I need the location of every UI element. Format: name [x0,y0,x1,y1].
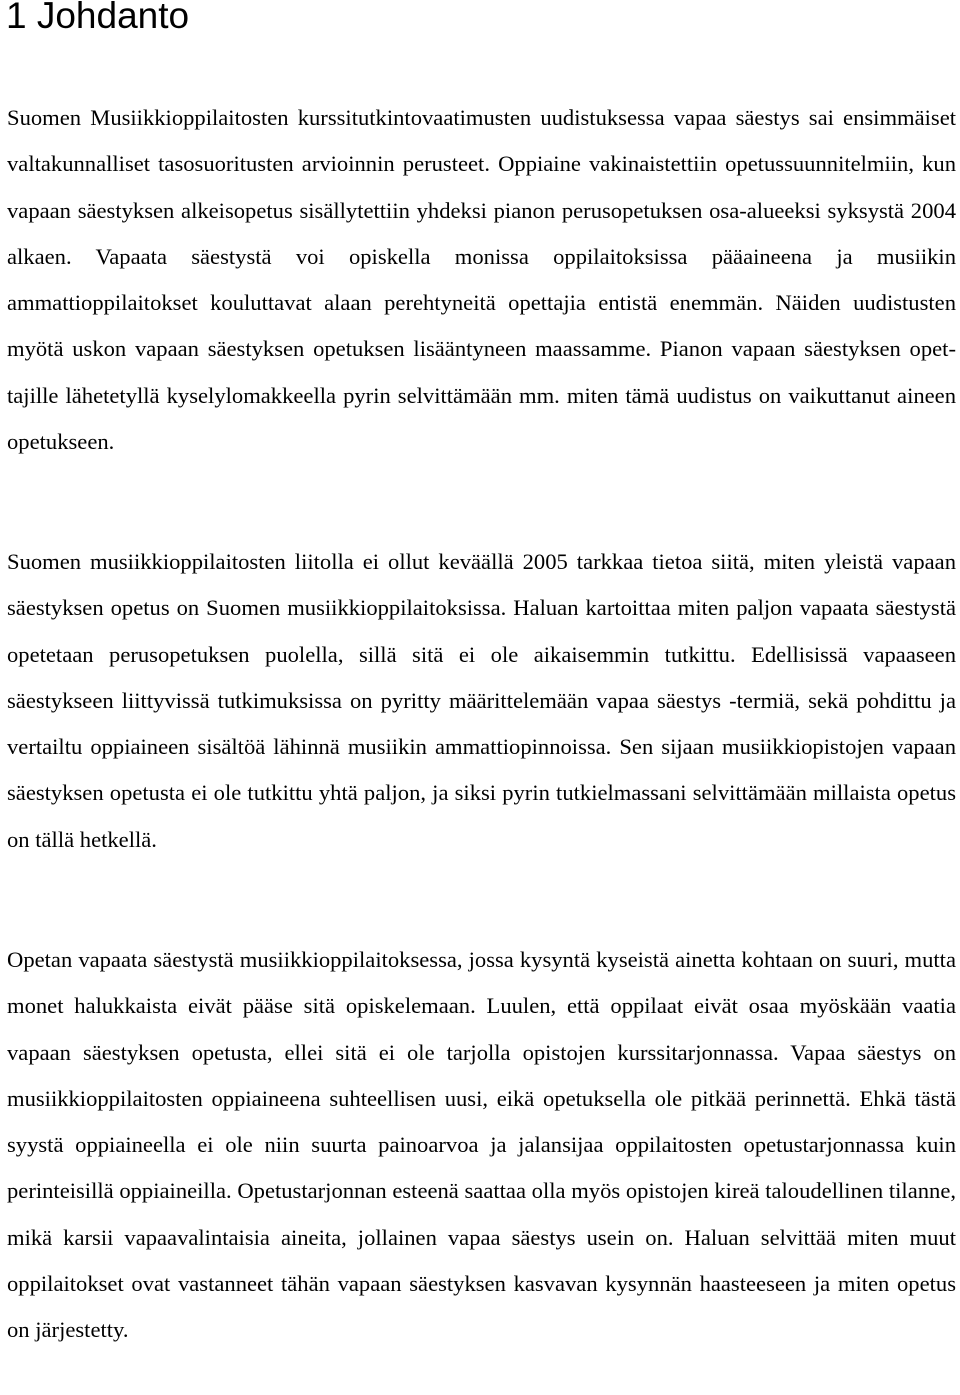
paragraph-2: Suomen musiikkioppilaitosten liitolla ei ollut keväällä 2005 tarkkaa tietoa siitä, miten yleistä vapaan säestyksen opetus on Suomen musiikkioppilaitoksissa. Haluan kartoittaa miten paljon vapaata säestystä opetetaan perusopetuksen puolella, sillä sitä ei ole aikaisemmin tutkittu. Edellisissä vapaaseen säestykseen liittyvissä tutkimuksissa on pyritty määrittelemään vapaa säestys -termiä, sekä pohdittu ja vertailtu oppiaineen sisältöä lähinnä musiikin ammattiopinnoissa. Sen sijaan musiikkiopistojen vapaan säestyksen opetusta ei ole tutkittu yhtä paljon, ja siksi pyrin tutkielmassani selvittämään millaista opetus on tällä hetkellä. [7,549,956,852]
paragraph-3: Opetan vapaata säestystä musiikkioppilaitoksessa, jossa kysyntä kyseistä ainetta kohtaan on suuri, mutta monet halukkaista eivät pääse sitä opiskelemaan. Luulen, että oppilaat eivät osaa myöskään vaatia vapaan säestyksen opetusta, ellei sitä ei ole tarjolla opistojen kurssitarjonnassa. Vapaa säestys on musiikkioppilaitosten oppiaineena suhteellisen uusi, eikä opetuksella ole pitkää perinnettä. Ehkä tästä syystä oppiaineella ei ole niin suurta painoarvoa ja jalansijaa oppilaitosten opetustarjonnassa kuin perinteisillä oppiaineilla. Opetustarjonnan esteenä saattaa olla myös opistojen kireä taloudellinen tilanne, mikä karsii vapaavalintaisia aineita, jollainen vapaa säestys usein on. Haluan selvittää miten muut oppilaitokset ovat vastanneet tähän vapaan säestyksen kasvavan kysynnän haasteeseen ja miten opetus on järjestetty. [7,947,956,1343]
paragraph-1: Suomen Musiikkioppilaitosten kurssitutkintovaatimusten uudistuksessa vapaa säestys sai ensimmäiset valtakunnalliset tasosuoritusten arvioinnin perusteet. Oppiaine vakinaistettiin opetussuunnitelmiin, kun vapaan säestyksen alkeisopetus sisällytettiin yhdeksi pianon perusopetuksen osa-alueeksi syksystä 2004 alkaen. Vapaata säestystä voi opiskella monissa oppilaitoksissa pääaineena ja musiikin ammattioppilaitokset kouluttavat alaan perehtyneitä opettajia entistä enemmän. Näiden uudistusten myötä uskon vapaan säestyksen opetuksen lisääntyneen maassamme. Pianon vapaan säestyksen opettajille lähetetyllä kyselylomakkeella pyrin selvittämään mm. miten tämä uudistus on vaikuttanut aineen opetukseen. [7,105,956,455]
chapter-heading: 1 Johdanto [6,0,190,36]
